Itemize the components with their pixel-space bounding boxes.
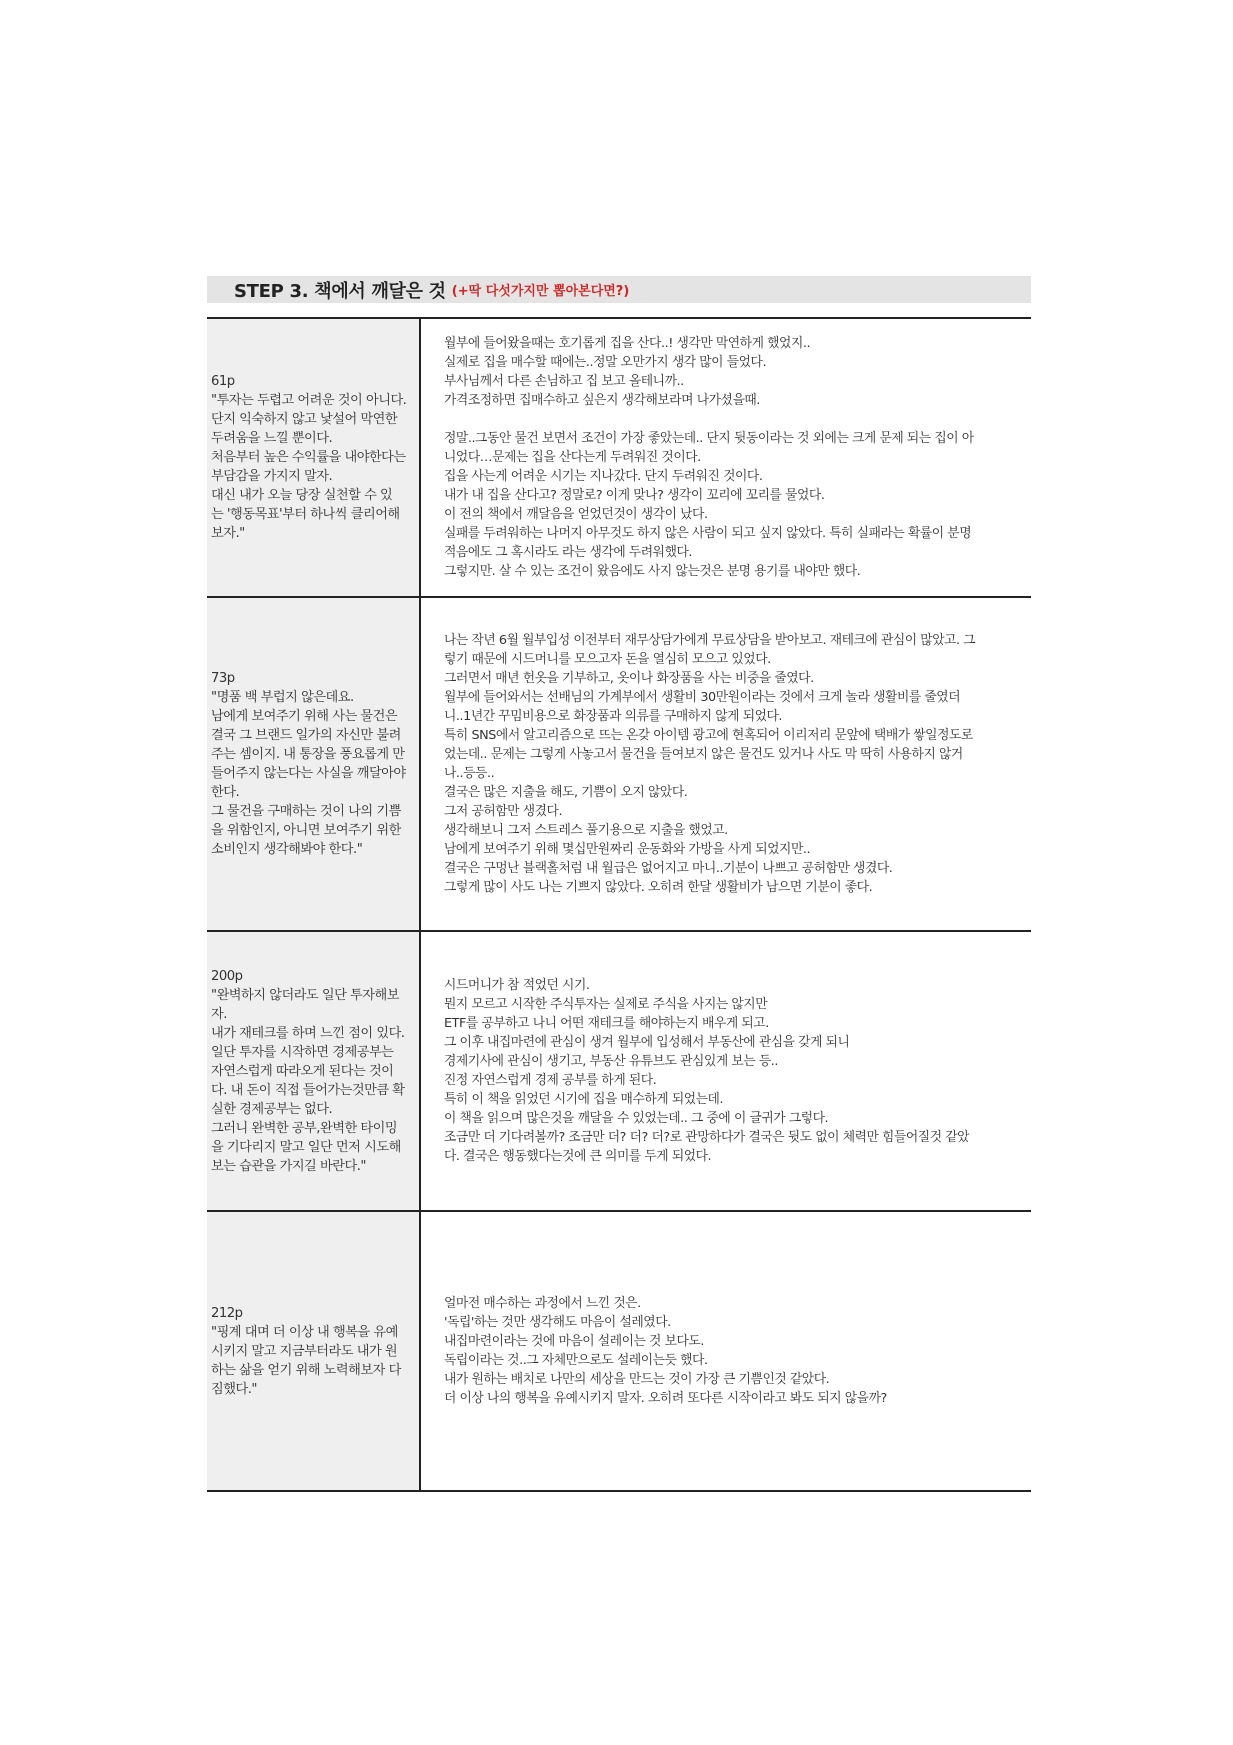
table-row	[207, 319, 1031, 598]
reflection-line: 얼마전 매수하는 과정에서 느낀 것은.	[444, 1296, 641, 1311]
quote-line: 을 위함인지, 아니면 보여주기 위한	[211, 823, 401, 838]
reflection-cell	[421, 1212, 1031, 1490]
page-number: 73p	[211, 671, 235, 686]
reflection-line: 실패를 두려워하는 나머지 아무것도 하지 않은 사람이 되고 싶지 않았다. 특히 실패라는 확률이 분명	[444, 526, 972, 541]
reflection-text	[444, 976, 969, 1166]
section-subtitle: (+딱 다섯가지만 뽑아본다면?)	[451, 284, 630, 299]
quote-line: 처음부터 높은 수익률을 내야한다는	[211, 450, 406, 465]
reflection-line: 나는 작년 6월 월부입성 이전부터 재무상담가에게 무료상담을 받아보고. 재테크에 관심이 많았고. 그	[444, 633, 976, 648]
reflection-line: 시드머니가 참 적었던 시기.	[444, 978, 590, 993]
reflection-line: 부사님께서 다른 손님하고 집 보고 올테니까..	[444, 374, 684, 389]
reflection-line: 남에게 보여주기 위해 몇십만원짜리 운동화와 가방을 사게 되었지만..	[444, 842, 811, 857]
reflection-line: 이 전의 책에서 깨달음을 얻었던것이 생각이 났다.	[444, 507, 708, 522]
reflection-line: 내가 내 집을 산다고? 정말로? 이게 맞나? 생각이 꼬리에 꼬리를 물었다.	[444, 488, 825, 503]
quote-line: 대신 내가 오늘 당장 실천할 수 있	[211, 488, 393, 503]
quote-text	[211, 372, 406, 543]
quote-line: 내가 재테크를 하며 느낀 점이 있다.	[211, 1025, 405, 1041]
quote-line: 하는 삶을 얻기 위해 노력해보자 다	[211, 1362, 401, 1378]
page-number: 212p	[211, 1305, 243, 1321]
quote-cell	[207, 319, 421, 596]
reflection-line: 그렇지만. 살 수 있는 조건이 왔음에도 사지 않는것은 분명 용기를 내야만 했다.	[444, 564, 861, 579]
reflection-line: 더 이상 나의 행복을 유예시키지 말자. 오히려 또다른 시작이라고 봐도 되지 않을까?	[444, 1391, 887, 1406]
quote-line: "투자는 두렵고 어려운 것이 아니다.	[211, 393, 407, 408]
table-row	[207, 1212, 1031, 1492]
reflection-line: 었는데.. 문제는 그렇게 사놓고서 물건을 들여보지 않은 물건도 있거나 사도 막 딱히 사용하지 않거	[444, 747, 963, 762]
quote-line: "핑계 대며 더 이상 내 행복을 유예	[211, 1324, 398, 1340]
quote-cell	[207, 598, 421, 930]
quote-line: 자.	[211, 1006, 227, 1022]
quote-line: 소비인지 생각해봐야 한다."	[211, 842, 363, 857]
reflection-line: 생각해보니 그저 스트레스 풀기용으로 지출을 했었고.	[444, 823, 728, 838]
reflection-line: 정말..그동안 물건 보면서 조건이 가장 좋았는데.. 단지 뒷동이라는 것 외에는 크게 문제 되는 집이 아	[444, 431, 974, 446]
reflection-line: 그러면서 매년 헌옷을 기부하고, 옷이나 화장품을 사는 비중을 줄였다.	[444, 671, 814, 686]
reflection-line: 조금만 더 기다려볼까? 조금만 더? 더? 더?로 관망하다가 결국은 뒷도 없이 체력만 힘들어질것 같았	[444, 1130, 970, 1145]
table-row	[207, 932, 1031, 1212]
reflection-cell	[421, 598, 1031, 930]
reflection-line: 뭔지 모르고 시작한 주식투자는 실제로 주식을 사지는 않지만	[444, 997, 768, 1012]
quote-text	[211, 1304, 401, 1399]
quote-cell	[207, 932, 421, 1210]
quote-line: 보는 습관을 가지길 바란다."	[211, 1158, 366, 1174]
quote-line: "명품 백 부럽지 않은데요.	[211, 690, 354, 705]
reflection-text	[444, 631, 975, 897]
reflection-line: 그 이후 내집마련에 관심이 생겨 월부에 입성해서 부동산에 관심을 갖게 되니	[444, 1035, 850, 1050]
page-number: 61p	[211, 374, 235, 389]
reflection-line: 월부에 들어와서는 선배님의 가계부에서 생활비 30만원이라는 것에서 크게 놀라 생활비를 줄였더	[444, 690, 961, 705]
quote-text	[211, 967, 405, 1176]
reflection-line: 월부에 들어왔을때는 호기롭게 집을 산다..! 생각만 막연하게 했었지..	[444, 336, 811, 351]
reflection-line: 내가 원하는 배치로 나만의 세상을 만드는 것이 가장 큰 기쁨인것 같았다.	[444, 1372, 830, 1387]
reflection-line: 니었다…문제는 집을 산다는게 두려워진 것이다.	[444, 450, 701, 465]
quote-line: 보자."	[211, 526, 245, 541]
quote-cell	[207, 1212, 421, 1490]
reflection-line: 렇기 때문에 시드머니를 모으고자 돈을 열심히 모으고 있었다.	[444, 652, 771, 667]
quote-line: 그러니 완벽한 공부,완벽한 타이밍	[211, 1120, 398, 1136]
reflection-line: 특히 이 책을 읽었던 시기에 집을 매수하게 되었는데.	[444, 1092, 724, 1107]
reflection-line: 내집마련이라는 것에 마음이 설레이는 것 보다도.	[444, 1334, 704, 1349]
quote-line: "완벽하지 않더라도 일단 투자해보	[211, 987, 399, 1003]
quote-line: 을 기다리지 말고 일단 먼저 시도해	[211, 1139, 401, 1155]
reflection-line: 그렇게 많이 사도 나는 기쁘지 않았다. 오히려 한달 생활비가 남으면 기분이 좋다.	[444, 880, 873, 895]
quote-line: 일단 투자를 시작하면 경제공부는	[211, 1044, 394, 1060]
quote-line: 짐했다."	[211, 1381, 257, 1397]
reflection-line: 나..등등..	[444, 766, 495, 781]
quote-line: 두려움을 느낄 뿐이다.	[211, 431, 333, 446]
reflection-line: 그저 공허함만 생겼다.	[444, 804, 563, 819]
reflection-line: ETF를 공부하고 나니 어떤 재테크를 해야하는지 배우게 되고.	[444, 1016, 769, 1031]
reflection-text	[444, 1294, 887, 1408]
quote-line: 자연스럽게 따라오게 된다는 것이	[211, 1063, 394, 1079]
quote-text	[211, 669, 406, 859]
page-number: 200p	[211, 968, 243, 984]
reflection-line: '독립'하는 것만 생각해도 마음이 설레였다.	[444, 1315, 671, 1330]
quote-line: 그 물건을 구매하는 것이 나의 기쁨	[211, 804, 401, 819]
reflection-line: 적음에도 그 혹시라도 라는 생각에 두려워했다.	[444, 545, 693, 560]
quote-line: 단지 익숙하지 않고 낯설어 막연한	[211, 412, 398, 427]
reflection-line: 집을 사는게 어려운 시기는 지나갔다. 단지 두려워진 것이다.	[444, 469, 763, 484]
quote-line: 시키지 말고 지금부터라도 내가 원	[211, 1343, 398, 1359]
reflection-line: 독립이라는 것..그 자체만으로도 설레이는듯 했다.	[444, 1353, 708, 1368]
quote-line: 실한 경제공부는 없다.	[211, 1101, 333, 1117]
quote-line: 남에게 보여주기 위해 사는 물건은	[211, 709, 398, 724]
reflection-line: 결국은 많은 지출을 해도, 기쁨이 오지 않았다.	[444, 785, 688, 800]
quote-line: 다. 내 돈이 직접 들어가는것만큼 확	[211, 1082, 405, 1098]
quote-line: 결국 그 브랜드 일가의 자신만 불려	[211, 728, 401, 743]
reflection-line: 경제기사에 관심이 생기고, 부동산 유튜브도 관심있게 보는 등..	[444, 1054, 778, 1069]
table-row	[207, 598, 1031, 932]
quote-line: 주는 셈이지. 내 통장을 풍요롭게 만	[211, 747, 405, 762]
reflection-text	[444, 334, 974, 581]
reflection-table	[207, 317, 1031, 1492]
quote-line: 는 '행동목표'부터 하나씩 클리어해	[211, 507, 400, 522]
paragraph-gap	[444, 410, 974, 429]
reflection-line: 이 책을 읽으며 많은것을 깨달을 수 있었는데.. 그 중에 이 글귀가 그렇다.	[444, 1111, 829, 1126]
reflection-line: 가격조정하면 집매수하고 싶은지 생각해보라며 나가셨을때.	[444, 393, 760, 408]
quote-line: 한다.	[211, 785, 240, 800]
section-header	[207, 276, 1031, 303]
quote-line: 부담감을 가지지 말자.	[211, 469, 333, 484]
reflection-cell	[421, 319, 1031, 596]
reflection-line: 니..1년간 꾸밈비용으로 화장품과 의류를 구매하지 않게 되었다.	[444, 709, 783, 724]
reflection-line: 다. 결국은 행동했다는것에 큰 의미를 두게 되었다.	[444, 1149, 712, 1164]
reflection-line: 특히 SNS에서 알고리즘으로 뜨는 온갖 아이템 광고에 현혹되어 이리저리 문앞에 택배가 쌓일정도로	[444, 728, 973, 743]
reflection-line: 실제로 집을 매수할 때에는..정말 오만가지 생각 많이 들었다.	[444, 355, 767, 370]
reflection-cell	[421, 932, 1031, 1210]
reflection-line: 결국은 구멍난 블랙홀처럼 내 월급은 없어지고 마니..기분이 나쁘고 공허함만 생겼다.	[444, 861, 893, 876]
quote-line: 들어주지 않는다는 사실을 깨달아야	[211, 766, 406, 781]
section-title: STEP 3. 책에서 깨달은 것	[234, 280, 446, 302]
reflection-line: 진정 자연스럽게 경제 공부를 하게 된다.	[444, 1073, 657, 1088]
